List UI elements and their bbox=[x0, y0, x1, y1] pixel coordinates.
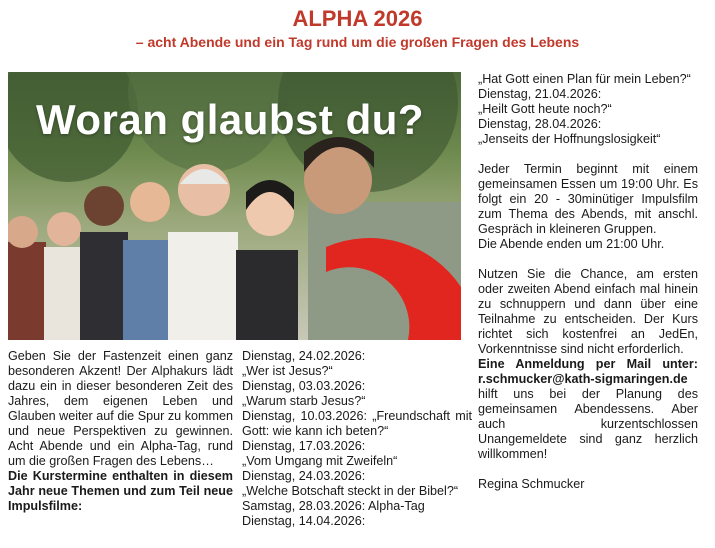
schedule-line: „Hat Gott einen Plan für mein Leben?“ bbox=[478, 72, 691, 86]
schedule-line: „Wer ist Jesus?“ bbox=[242, 364, 333, 378]
schedule-line: „Jenseits der Hoffnungslosigkeit“ bbox=[478, 132, 661, 146]
photo-headline: Woran glaubst du? bbox=[36, 96, 425, 143]
schedule-line: „Heilt Gott heute noch?“ bbox=[478, 102, 612, 116]
schedule-line: Dienstag, 14.04.2026: bbox=[242, 514, 366, 528]
info-column bbox=[478, 72, 698, 492]
registration-email: Eine Anmeldung per Mail unter: r.schmucker@kath-sigmaringen.de bbox=[478, 357, 698, 386]
schedule-line: „Vom Umgang mit Zweifeln“ bbox=[242, 454, 398, 468]
schedule-line: Dienstag, 24.03.2026: bbox=[242, 469, 366, 483]
invitation-paragraph: Nutzen Sie die Chance, am ersten oder zweiten Abend einfach mal hinein zu schnuppern und dann über eine Teilnahme zu entscheiden. Der Kurs richtet sich kostenfrei an JedEn, Vorkenntnisse sind nicht erforderlich. bbox=[478, 267, 698, 356]
schedule-line: Dienstag, 21.04.2026: bbox=[478, 87, 602, 101]
info-paragraph: Jeder Termin beginnt mit einem gemeinsamen Essen um 19:00 Uhr. Es folgt ein 20 - 30minütiger Impulsfilm zum Thema des Abends, mit anschl. Gespräch in kleineren Gruppen. bbox=[478, 162, 698, 236]
page-title: ALPHA 2026 bbox=[292, 6, 423, 31]
intro-column bbox=[8, 349, 233, 514]
signature: Regina Schmucker bbox=[478, 477, 585, 491]
schedule-column bbox=[242, 349, 472, 529]
page-subtitle: – acht Abende und ein Tag rund um die großen Fragen des Lebens bbox=[135, 34, 580, 50]
schedule-line: Dienstag, 24.02.2026: bbox=[242, 349, 366, 363]
schedule-line: Dienstag, 28.04.2026: bbox=[478, 117, 602, 131]
group-photo bbox=[8, 72, 461, 340]
schedule-line: „Warum starb Jesus?“ bbox=[242, 394, 366, 408]
schedule-line: „Welche Botschaft steckt in der Bibel?“ bbox=[242, 484, 459, 498]
schedule-line: Dienstag, 03.03.2026: bbox=[242, 379, 366, 393]
intro-paragraph: Geben Sie der Fastenzeit einen ganz besonderen Akzent! Der Alphakurs lädt dazu ein in dieser besonderen Zeit des Jahres, dem eigenen Leben und Glauben weiter auf die Spur zu kommen und neue Perspektiven zu gewinnen. Acht Abende und ein Alpha-Tag, rund um die großen Fragen des Lebens… bbox=[8, 349, 233, 468]
schedule-line: Dienstag, 17.03.2026: bbox=[242, 439, 366, 453]
schedule-line: Dienstag, 10.03.2026: „Freundschaft mit Gott: wie kann ich beten?“ bbox=[242, 409, 472, 438]
schedule-line: Samstag, 28.03.2026: Alpha-Tag bbox=[242, 499, 425, 513]
course-dates-note: Die Kurstermine enthalten in diesem Jahr neue Themen und zum Teil neue Impulsfilme: bbox=[8, 469, 233, 513]
end-time: Die Abende enden um 21:00 Uhr. bbox=[478, 237, 665, 251]
registration-note: hilft uns bei der Planung des gemeinsamen Abendessens. Aber auch kurzentschlossen Unangemeldete sind ganz herzlich willkommen! bbox=[478, 387, 698, 461]
